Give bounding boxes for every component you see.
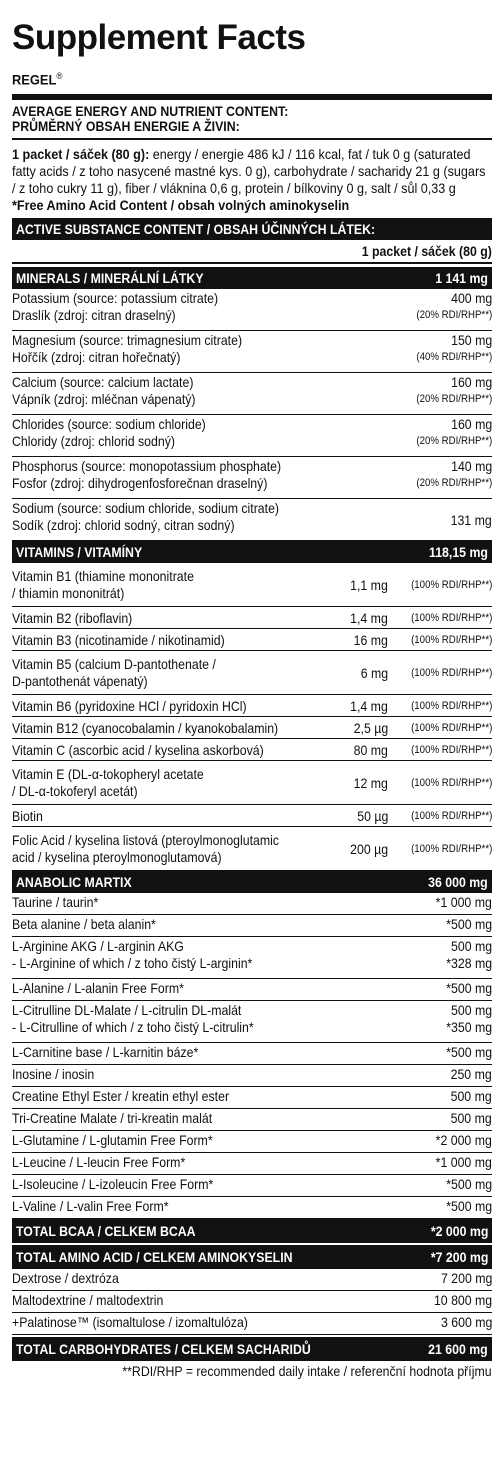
ingredient-amount: 500 mg (450, 938, 492, 954)
vitamin-amount-cell (328, 629, 388, 650)
anabolic-label: ANABOLIC MARTIX (16, 874, 132, 890)
footnote (12, 1363, 492, 1380)
carb-name-text: Maltodextrine / maltodextrin (12, 1292, 164, 1308)
ingredient-name-line1: Tri-Creatine Malate / tri-kreatin malát (12, 1110, 213, 1126)
vitamin-name-line2: D-pantothenát vápenatý) (12, 673, 148, 689)
vitamin-name-line1: Vitamin B6 (pyridoxine HCl / pyridoxin HCl) (12, 697, 247, 714)
carb-amount: 3 600 mg (440, 1314, 492, 1330)
table-row (12, 1087, 492, 1109)
minerals-header (12, 267, 492, 289)
vitamin-rdi-cell (388, 761, 492, 804)
nutrient-name (12, 373, 406, 414)
table-row (12, 563, 492, 607)
ingredient-amount: *500 mg (446, 1176, 492, 1192)
vitamin-rdi: (100% RDI/RHP**) (410, 721, 492, 734)
vitamin-rdi-cell (388, 805, 492, 826)
vitamin-amount: 6 mg (360, 664, 388, 681)
nutrient-name-en: Magnesium (source: trimagnesium citrate) (12, 332, 243, 348)
vitamin-name-line1: Folic Acid / kyselina listová (pteroylmonoglutamic (12, 832, 280, 848)
nutrient-name (12, 499, 445, 540)
vitamin-rdi-cell (388, 827, 492, 870)
table-row (12, 457, 492, 499)
carbs-total-bar (12, 1337, 492, 1361)
ingredient-amount: *500 mg (446, 1198, 492, 1214)
nutrient-name-cz: Chloridy (zdroj: chlorid sodný) (12, 433, 175, 449)
vitamin-rdi: (100% RDI/RHP**) (410, 611, 492, 624)
vitamin-rdi: (100% RDI/RHP**) (410, 699, 492, 712)
ingredient-name-line1: L-Leucine / L-leucin Free Form* (12, 1154, 186, 1170)
active-header-label: ACTIVE SUBSTANCE CONTENT / OBSAH ÚČINNÝCH LÁTEK: (16, 221, 376, 237)
ingredient-sub-amount: *350 mg (446, 1019, 492, 1035)
nutrient-rdi: (40% RDI/RHP**) (416, 351, 492, 363)
vitamin-amount-cell (328, 805, 388, 826)
vitamin-name-line1: Biotin (12, 807, 43, 824)
vitamin-name-line1: Vitamin B1 (thiamine mononitrate (12, 568, 194, 584)
vitamin-name (12, 717, 328, 738)
ingredient-amount-cell (428, 893, 492, 914)
vitamin-name-line2: acid / kyselina pteroylmonoglutamová) (12, 849, 222, 865)
vitamin-name (12, 629, 328, 650)
supplement-facts-panel (12, 0, 492, 1380)
carb-name (12, 1313, 434, 1334)
ingredient-sub-amount: *328 mg (446, 955, 492, 971)
vitamin-amount: 12 mg (353, 774, 388, 791)
vitamin-amount-cell (328, 607, 388, 628)
free-amino-note: *Free Amino Acid Content / obsah volných aminokyselin (12, 197, 350, 213)
nutrient-amount-cell (406, 457, 492, 498)
ingredient-amount-cell (440, 1001, 492, 1042)
nutrient-name-cz: Hořčík (zdroj: citran hořečnatý) (12, 349, 181, 365)
vitamin-rdi-cell (388, 695, 492, 716)
vitamin-name-line1: Vitamin B12 (cyanocobalamin / kyanokobalamin) (12, 719, 279, 736)
amino-total: *7 200 mg (430, 1249, 488, 1265)
vitamin-amount-cell (328, 563, 388, 606)
vitamin-name-line1: Vitamin C (ascorbic acid / kyselina askorbová) (12, 741, 264, 758)
brand-line (12, 66, 454, 86)
table-row (12, 629, 492, 651)
nutrient-name-cz: Vápník (zdroj: mléčnan vápenatý) (12, 391, 196, 407)
vitamin-rdi: (100% RDI/RHP**) (410, 666, 492, 679)
nutrient-name-en: Chlorides (source: sodium chloride) (12, 416, 206, 432)
carb-name (12, 1291, 426, 1312)
footnote-text: **RDI/RHP = recommended daily intake / referenční hodnota příjmu (122, 1363, 492, 1379)
vitamin-name (12, 651, 328, 694)
table-row (12, 1001, 492, 1043)
table-row (12, 1269, 492, 1291)
ingredient-name-line1: L-Citrulline DL-Malate / L-citrulin DL-malát (12, 1002, 242, 1018)
vitamin-name-line1: Vitamin B2 (riboflavin) (12, 609, 133, 626)
nutrient-name-cz: Draslík (zdroj: citran draselný) (12, 307, 176, 323)
vitamin-amount: 1,1 mg (350, 576, 388, 593)
ingredient-amount: *500 mg (446, 916, 492, 932)
ingredient-name-line1: Taurine / taurin* (12, 894, 99, 910)
ingredient-name (12, 915, 440, 936)
ingredient-amount-cell (445, 1087, 492, 1108)
ingredient-amount-cell (440, 1175, 492, 1196)
vitamins-table (12, 563, 492, 871)
ingredient-amount-cell (440, 1043, 492, 1064)
vitamin-name (12, 761, 328, 804)
vitamin-amount: 1,4 mg (350, 609, 388, 626)
vitamin-amount: 16 mg (353, 631, 388, 648)
vitamin-rdi: (100% RDI/RHP**) (410, 743, 492, 756)
ingredient-amount-cell (440, 915, 492, 936)
table-row (12, 695, 492, 717)
nutrient-name-cz: Sodík (zdroj: chlorid sodný, citran sodný) (12, 517, 235, 533)
ingredient-name (12, 1043, 440, 1064)
table-row (12, 1313, 492, 1335)
table-row (12, 1197, 492, 1219)
vitamin-amount: 200 µg (350, 840, 388, 857)
table-row (12, 373, 492, 415)
divider (12, 138, 492, 140)
nutrient-rdi: (20% RDI/RHP**) (416, 393, 492, 405)
bcaa-total-bar (12, 1219, 492, 1243)
nutrient-amount-cell (445, 499, 492, 540)
active-substance-header (12, 218, 492, 240)
minerals-total: 1 141 mg (435, 270, 488, 286)
table-row (12, 761, 492, 805)
avg-heading-en: AVERAGE ENERGY AND NUTRIENT CONTENT: (12, 103, 289, 119)
vitamin-amount-cell (328, 717, 388, 738)
table-row (12, 651, 492, 695)
ingredient-name (12, 979, 440, 1000)
nutrient-name-en: Calcium (source: calcium lactate) (12, 374, 194, 390)
nutrient-amount: 150 mg (450, 332, 492, 348)
ingredient-amount: 250 mg (450, 1066, 492, 1082)
vitamin-amount-cell (328, 827, 388, 870)
vitamins-label: VITAMINS / VITAMÍNY (16, 544, 143, 560)
vitamin-name-line2: / DL-α-tokoferyl acetát) (12, 783, 138, 799)
vitamin-rdi-cell (388, 717, 492, 738)
nutrient-amount: 160 mg (450, 416, 492, 432)
ingredient-amount-cell (445, 1065, 492, 1086)
avg-heading-cz: PRŮMĚRNÝ OBSAH ENERGIE A ŽIVIN: (12, 118, 240, 134)
table-row (12, 979, 492, 1001)
vitamin-rdi: (100% RDI/RHP**) (410, 842, 492, 855)
vitamin-rdi-cell (388, 563, 492, 606)
ingredient-amount: 500 mg (450, 1002, 492, 1018)
packet-label: 1 packet / sáček (80 g): (12, 146, 150, 162)
nutrient-name-en: Sodium (source: sodium chloride, sodium citrate) (12, 500, 280, 516)
anabolic-header (12, 871, 492, 893)
carb-name (12, 1269, 434, 1290)
vitamin-rdi-cell (388, 651, 492, 694)
packet-values: energy / energie 486 kJ / 116 kcal, fat / tuk 0 g (saturated fatty acids / z toho nasycené mastné kys. 0 g), carbohydrate / sacharidy 21 g (sugars / z toho cukry 11 g), fiber / vláknina 0,6 g, protein / bílkoviny 0 g, salt / sůl 0,33 g (12, 146, 486, 196)
nutrient-name (12, 415, 406, 456)
brand-mark: ® (56, 71, 63, 81)
ingredient-name-line1: L-Glutamine / L-glutamin Free Form* (12, 1132, 213, 1148)
ingredient-name (12, 1153, 428, 1174)
ingredient-name (12, 1109, 445, 1130)
nutrient-amount-cell (406, 331, 492, 372)
table-row (12, 827, 492, 871)
ingredient-amount-cell (428, 1131, 492, 1152)
nutrient-name-cz: Fosfor (zdroj: dihydrogenfosforečnan draselný) (12, 475, 268, 491)
carbs-total-label: TOTAL CARBOHYDRATES / CELKEM SACHARIDŮ (16, 1341, 311, 1357)
vitamin-amount-cell (328, 739, 388, 760)
ingredient-name (12, 1065, 445, 1086)
vitamin-rdi-cell (388, 739, 492, 760)
nutrient-amount-cell (406, 415, 492, 456)
table-row (12, 915, 492, 937)
ingredient-name (12, 1087, 445, 1108)
vitamin-rdi: (100% RDI/RHP**) (410, 776, 492, 789)
anabolic-total: 36 000 mg (428, 874, 488, 890)
nutrient-name-en: Potassium (source: potassium citrate) (12, 290, 219, 306)
vitamin-rdi-cell (388, 629, 492, 650)
table-row (12, 415, 492, 457)
table-row (12, 1131, 492, 1153)
ingredient-name (12, 937, 440, 978)
table-row (12, 739, 492, 761)
nutrient-amount: 131 mg (450, 511, 492, 528)
vitamin-name (12, 563, 328, 606)
carb-amount: 10 800 mg (433, 1292, 492, 1308)
ingredient-name-line1: L-Carnitine base / L-karnitin báze* (12, 1044, 199, 1060)
ingredient-name (12, 1175, 440, 1196)
ingredient-name-line1: Beta alanine / beta alanin* (12, 916, 156, 932)
vitamin-amount: 1,4 mg (350, 697, 388, 714)
ingredient-name-line1: L-Arginine AKG / L-arginin AKG (12, 938, 184, 954)
vitamin-name (12, 695, 328, 716)
vitamin-amount: 2,5 µg (353, 719, 388, 736)
carb-amount-cell (426, 1291, 492, 1312)
ingredient-name (12, 1197, 440, 1218)
ingredient-name-line1: Creatine Ethyl Ester / kreatin ethyl ester (12, 1088, 230, 1104)
vitamin-name-line2: / thiamin mononitrát) (12, 585, 125, 601)
ingredient-name (12, 1131, 428, 1152)
table-row (12, 717, 492, 739)
vitamin-rdi: (100% RDI/RHP**) (410, 809, 492, 822)
bcaa-total: *2 000 mg (430, 1223, 488, 1239)
table-row (12, 1153, 492, 1175)
vitamin-name-line1: Vitamin B5 (calcium D-pantothenate / (12, 656, 216, 672)
vitamin-rdi-cell (388, 607, 492, 628)
vitamin-name (12, 805, 328, 826)
ingredient-amount-cell (440, 1197, 492, 1218)
ingredient-amount-cell (440, 937, 492, 978)
ingredient-name (12, 893, 428, 914)
carbs-table (12, 1269, 492, 1335)
minerals-label: MINERALS / MINERÁLNÍ LÁTKY (16, 270, 204, 286)
table-row (12, 499, 492, 541)
carb-amount-cell (434, 1313, 492, 1334)
ingredient-name-line1: Inosine / inosin (12, 1066, 95, 1082)
table-row (12, 1109, 492, 1131)
ingredient-amount: *500 mg (446, 980, 492, 996)
carb-amount-cell (434, 1269, 492, 1290)
ingredient-amount: *2 000 mg (435, 1132, 492, 1148)
ingredient-amount: *1 000 mg (435, 894, 492, 910)
vitamin-name-line1: Vitamin B3 (nicotinamide / nikotinamid) (12, 631, 225, 648)
table-row (12, 1175, 492, 1197)
vitamin-name (12, 607, 328, 628)
column-header (12, 240, 492, 264)
carbs-total: 21 600 mg (428, 1341, 488, 1357)
vitamin-name (12, 827, 328, 870)
bcaa-label: TOTAL BCAA / CELKEM BCAA (16, 1223, 196, 1239)
ingredient-amount: 500 mg (450, 1110, 492, 1126)
vitamin-amount-cell (328, 761, 388, 804)
nutrient-name (12, 457, 406, 498)
ingredient-name-line2: - L-Citrulline of which / z toho čistý L-citrulin* (12, 1019, 254, 1035)
ingredient-amount-cell (428, 1153, 492, 1174)
vitamin-amount-cell (328, 695, 388, 716)
nutrient-amount: 160 mg (450, 374, 492, 390)
nutrient-name (12, 289, 406, 330)
table-row (12, 1043, 492, 1065)
nutrient-name-en: Phosphorus (source: monopotassium phosphate) (12, 458, 282, 474)
ingredient-amount: *1 000 mg (435, 1154, 492, 1170)
nutrient-amount: 400 mg (450, 290, 492, 306)
vitamin-rdi: (100% RDI/RHP**) (410, 578, 492, 591)
carb-amount: 7 200 mg (440, 1270, 492, 1286)
vitamin-amount: 50 µg (356, 807, 388, 824)
nutrient-amount-cell (406, 289, 492, 330)
amino-label: TOTAL AMINO ACID / CELKEM AMINOKYSELIN (16, 1249, 293, 1265)
minerals-table (12, 289, 492, 541)
ingredient-amount: 500 mg (450, 1088, 492, 1104)
ingredient-amount: *500 mg (446, 1044, 492, 1060)
ingredient-name-line2: - L-Arginine of which / z toho čistý L-arginin* (12, 955, 253, 971)
page-title: Supplement Facts (12, 18, 306, 57)
ingredient-name (12, 1001, 440, 1042)
vitamin-name-line1: Vitamin E (DL-α-tokopheryl acetate (12, 766, 204, 782)
nutrient-rdi: (20% RDI/RHP**) (416, 477, 492, 489)
carb-name-text: +Palatinose™ (isomaltulose / izomaltulóza) (12, 1314, 248, 1330)
ingredient-amount-cell (445, 1109, 492, 1130)
table-row (12, 331, 492, 373)
vitamin-amount-cell (328, 651, 388, 694)
table-row (12, 937, 492, 979)
vitamin-name (12, 739, 328, 760)
vitamins-total: 118,15 mg (429, 544, 488, 560)
table-row (12, 1291, 492, 1313)
table-row (12, 893, 492, 915)
brand-name: REGEL (12, 71, 57, 88)
per-packet-label: 1 packet / sáček (80 g) (361, 243, 492, 259)
vitamin-rdi: (100% RDI/RHP**) (410, 633, 492, 646)
ingredient-name-line1: L-Isoleucine / L-izoleucin Free Form* (12, 1176, 214, 1192)
ingredient-name-line1: L-Alanine / L-alanin Free Form* (12, 980, 184, 996)
vitamin-amount: 80 mg (353, 741, 388, 758)
divider (12, 94, 492, 100)
ingredient-amount-cell (440, 979, 492, 1000)
carb-name-text: Dextrose / dextróza (12, 1270, 119, 1286)
nutrient-rdi: (20% RDI/RHP**) (416, 309, 492, 321)
packet-nutrition-text (12, 146, 492, 197)
nutrient-name (12, 331, 406, 372)
nutrient-rdi: (20% RDI/RHP**) (416, 435, 492, 447)
anabolic-table (12, 893, 492, 1219)
table-row (12, 289, 492, 331)
table-row (12, 805, 492, 827)
table-row (12, 607, 492, 629)
ingredient-name-line1: L-Valine / L-valin Free Form* (12, 1198, 169, 1214)
nutrient-amount-cell (406, 373, 492, 414)
table-row (12, 1065, 492, 1087)
nutrient-amount: 140 mg (450, 458, 492, 474)
amino-total-bar (12, 1245, 492, 1269)
vitamins-header (12, 541, 492, 563)
